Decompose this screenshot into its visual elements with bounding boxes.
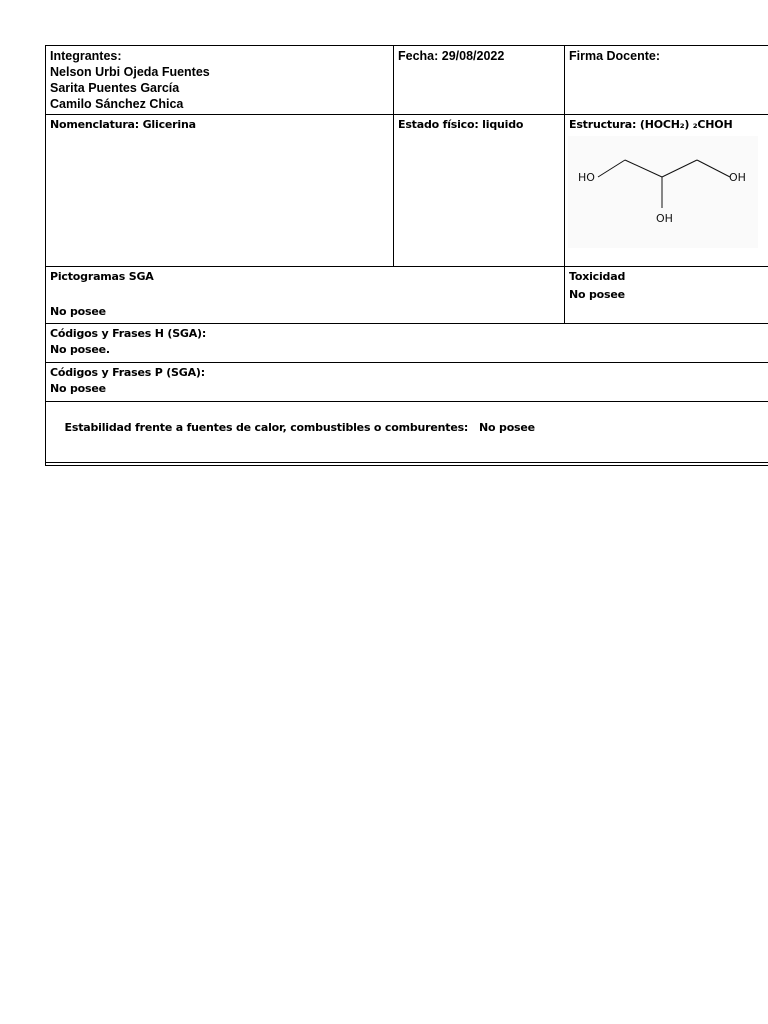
integrantes-label: Integrantes: (50, 49, 122, 63)
pictogramas-value-cell (46, 302, 563, 322)
estabilidad-text: Estabilidad frente a fuentes de calor, combustibles o comburentes: No posee (64, 421, 535, 434)
hydroxyl-label-left: HO (578, 171, 595, 184)
hydroxyl-label-bottom: OH (656, 212, 673, 225)
table-bottom-border-double (45, 465, 768, 466)
pictogramas-value: No posee (50, 305, 106, 318)
toxicidad-cell (565, 267, 768, 305)
codigos-p-label: Códigos y Frases P (SGA): (50, 366, 205, 379)
nomenclatura-cell (46, 115, 392, 135)
pictogramas-label: Pictogramas SGA (50, 270, 154, 283)
nomenclatura-text: Nomenclatura: Glicerina (50, 118, 196, 131)
pictogramas-label-cell (46, 267, 563, 287)
fecha-cell (394, 46, 564, 66)
toxicidad-value: No posee (569, 288, 625, 301)
hydroxyl-label-right: OH (729, 171, 746, 184)
codigos-h-value: No posee. (50, 343, 110, 356)
fecha-text: Fecha: 29/08/2022 (398, 49, 505, 63)
structure-background (568, 136, 758, 248)
estructura-cell (565, 115, 768, 135)
codigos-h-label: Códigos y Frases H (SGA): (50, 327, 207, 340)
toxicidad-label: Toxicidad (569, 270, 626, 283)
codigos-p-cell (46, 363, 768, 399)
codigos-p-value: No posee (50, 382, 106, 395)
estado-fisico-text: Estado físico: liquido (398, 118, 524, 131)
integrantes-cell (46, 46, 392, 114)
estructura-text: Estructura: (HOCH₂) ₂CHOH (569, 118, 733, 131)
member-name: Nelson Urbi Ojeda Fuentes (50, 65, 210, 79)
estado-fisico-cell (394, 115, 564, 135)
table-bottom-border (45, 462, 768, 463)
col-divider-a (393, 45, 394, 267)
member-name: Sarita Puentes García (50, 81, 180, 95)
member-name: Camilo Sánchez Chica (50, 97, 184, 111)
firma-docente-label: Firma Docente: (569, 49, 660, 63)
firma-docente-cell (565, 46, 768, 66)
estabilidad-cell (46, 402, 768, 454)
glycerol-structure-diagram (568, 136, 758, 248)
codigos-h-cell (46, 324, 768, 360)
